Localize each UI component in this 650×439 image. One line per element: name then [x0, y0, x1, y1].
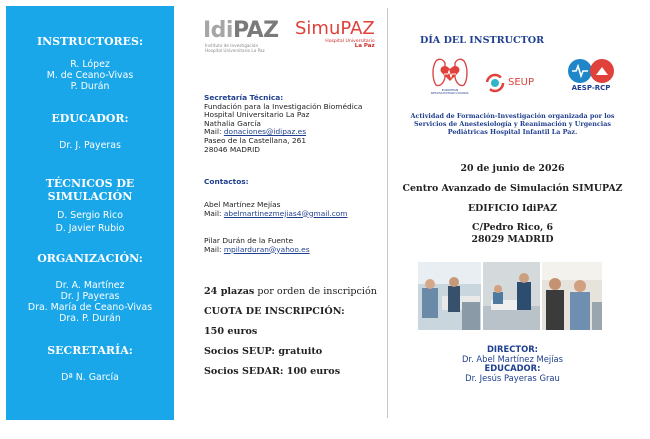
contact-2-name: Pilar Durán de la Fuente	[204, 236, 294, 245]
contact-1-mail-label: Mail:	[204, 208, 224, 218]
event-street: C/Pedro Rico, 6	[471, 222, 554, 233]
simulation-photo-2	[483, 262, 540, 330]
st-mail-label: Mail:	[204, 127, 224, 137]
tecnicos-heading-2: SIMULACIÓN	[47, 190, 133, 203]
organizador-1: Dr. A. Martínez	[55, 280, 125, 291]
event-date: 20 de junio de 2026	[460, 163, 565, 174]
st-line-3: Nathalia García	[204, 118, 261, 128]
photo-3-image	[542, 262, 602, 330]
left-panel	[6, 6, 174, 420]
organizacion-heading: ORGANIZACIÓN:	[37, 252, 143, 265]
idipaz-sub-1: Instituto de Investigación	[205, 43, 259, 48]
seup-logo	[485, 73, 547, 95]
aesp-logo	[566, 57, 616, 95]
aesp-text: AESP-RCP	[571, 84, 611, 92]
cuota-line	[204, 306, 345, 317]
sedar-line	[204, 366, 340, 377]
contact-2-mail-link[interactable]: mpilarduran@yahoo.es	[223, 244, 310, 254]
organizador-4: Dra. P. Durán	[59, 313, 121, 324]
simupaz-logo-text: SimuPAZ	[295, 18, 375, 39]
director-label: DIRECTOR:	[486, 344, 538, 354]
column-divider	[387, 8, 388, 418]
idipaz-logo	[203, 18, 279, 53]
organizador-2: Dr. J Payeras	[60, 291, 120, 302]
event-building: EDIFICIO IdiPAZ	[468, 203, 557, 214]
educador-name-right: Dr. Jesús Payeras Grau	[465, 372, 560, 383]
erc-text: EUROPEAN RESUSCITATION COUNCIL	[430, 88, 470, 96]
plazas-line	[204, 286, 377, 297]
st-address-2: 28046 MADRID	[204, 144, 260, 154]
seup-icon	[485, 73, 505, 93]
seup-line	[204, 346, 322, 357]
educador-name: Dr. J. Payeras	[59, 140, 121, 151]
st-line-2: Hospital Universitario La Paz	[204, 110, 310, 120]
secretaria-tecnica-block	[204, 94, 362, 154]
secretaria-name: Dª N. García	[61, 372, 119, 383]
contact-2-mail-label: Mail:	[204, 244, 224, 254]
contact-1	[204, 201, 348, 218]
precio: 150 euros	[204, 326, 258, 337]
secretaria-tecnica-heading: Secretaría Técnica:	[204, 93, 284, 102]
simulation-photo-3	[542, 262, 602, 330]
seup-text: SEUP	[508, 77, 535, 88]
idipaz-logo-b: PAZ	[232, 18, 279, 43]
erc-heart-logo	[430, 53, 470, 99]
st-address-1: Paseo de la Castellana, 261	[204, 135, 307, 145]
secretaria-heading: SECRETARÍA:	[47, 344, 133, 357]
instructor-1: R. López	[70, 59, 110, 70]
simupaz-logo	[295, 18, 375, 49]
contact-1-mail-link[interactable]: abelmartinezmejias4@gmail.com	[223, 208, 348, 218]
activity-description: Actividad de Formación-Investigación organizada por los Servicios de Anestesiología y Reanimación y Urgencias Pediátricas Hospital Infantil La Paz.	[410, 112, 615, 136]
contact-1-name: Abel Martínez Mejías	[204, 200, 281, 209]
plazas-rest: por orden de inscripción	[254, 286, 377, 297]
st-mail-link[interactable]: donaciones@idipaz.es	[223, 127, 307, 137]
organizador-3: Dra. María de Ceano-Vivas	[27, 302, 153, 313]
idipaz-logo-a: Idi	[203, 18, 233, 43]
simulation-photo-1	[418, 262, 481, 330]
director-name: Dr. Abel Martínez Mejías	[461, 353, 564, 364]
plazas-num: 24 plazas	[204, 286, 255, 297]
instructor-3: P. Durán	[70, 81, 110, 92]
event-center: Centro Avanzado de Simulación SIMUPAZ	[402, 183, 623, 194]
tecnicos-heading-1: TÉCNICOS DE	[45, 177, 135, 190]
photo-2-image	[483, 262, 540, 330]
contactos-heading: Contactos:	[204, 177, 249, 186]
simupaz-sub-1: Hospital Universitario	[325, 39, 375, 44]
contact-2	[204, 237, 310, 254]
event-city: 28029 MADRID	[471, 234, 554, 245]
educador-label: EDUCADOR:	[484, 363, 541, 374]
seup-price: Socios SEUP: gratuito	[204, 346, 323, 357]
educador-heading: EDUCADOR:	[51, 112, 129, 125]
sedar-price: Socios SEDAR: 100 euros	[204, 366, 341, 377]
st-line-1: Fundación para la Investigación Biomédica	[204, 101, 363, 111]
precio-line	[204, 326, 257, 337]
cuota-heading: CUOTA DE INSCRIPCIÓN:	[204, 306, 345, 317]
contactos-heading-wrap	[204, 178, 249, 187]
credits-block	[395, 345, 630, 383]
tecnico-2: D. Javier Rubio	[55, 223, 125, 234]
instructores-heading: INSTRUCTORES:	[36, 35, 144, 48]
idipaz-sub-2: Hospital Universitario La Paz	[205, 48, 265, 53]
tecnico-1: D. Sergio Rico	[57, 210, 123, 221]
aesp-icon	[566, 57, 616, 85]
simupaz-sub-2: La Paz	[354, 43, 375, 49]
dia-instructor-title: DÍA DEL INSTRUCTOR	[420, 35, 545, 46]
instructor-2: M. de Ceano-Vivas	[46, 70, 134, 81]
photo-1-image	[418, 262, 481, 330]
